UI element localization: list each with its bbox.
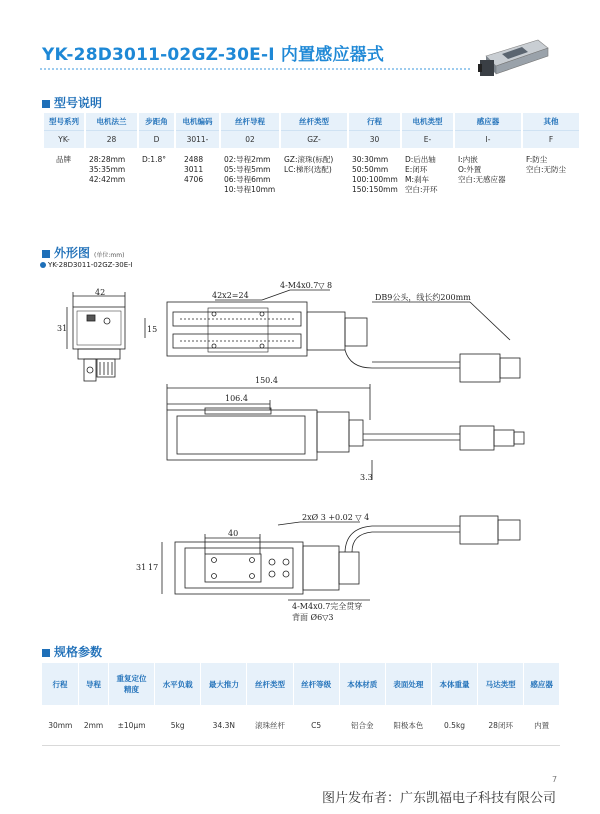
dim-3-3: 3.3 [360, 473, 373, 482]
spec-cell: 0.5kg [431, 705, 477, 746]
spec-cell: 5kg [155, 705, 201, 746]
page-number: 7 [552, 775, 558, 784]
model-option: 3011 [184, 165, 204, 174]
outline-unit: (单位:mm) [94, 252, 125, 259]
dim-31: 31 [57, 324, 68, 333]
model-option: F:防尘 [526, 155, 548, 164]
model-header: 感应器 [455, 113, 521, 131]
spec-header: 丝杆等级 [293, 663, 339, 705]
model-option: LC:梯形(选配) [284, 165, 332, 174]
model-option: 30:30mm [352, 155, 389, 164]
spec-cell: C5 [293, 705, 339, 746]
section-square-icon [42, 649, 50, 657]
spec-header: 表面处理 [385, 663, 431, 705]
model-option: 空白:开环 [405, 185, 438, 194]
footer-publisher: 图片发布者：广东凯福电子科技有限公司 [322, 791, 557, 806]
spec-cell: 铝合金 [339, 705, 385, 746]
model-header: 型号系列 [44, 113, 84, 131]
dim-15: 15 [147, 325, 158, 334]
spec-header: 感应器 [524, 663, 560, 705]
model-cell [455, 148, 521, 228]
model-option: O:外置 [458, 165, 482, 174]
section-spec: 规格参数 [42, 643, 102, 660]
title-divider [40, 68, 470, 70]
model-option: 100:100mm [352, 175, 398, 184]
dim-4m4b: 4-M4x0.7完全贯穿 [292, 602, 363, 611]
model-cell [176, 148, 219, 228]
model-option: 05:导程5mm [224, 165, 271, 174]
spec-header: 马达类型 [478, 663, 524, 705]
model-option: 02:导程2mm [224, 155, 271, 164]
model-option: D:后出轴 [405, 155, 436, 164]
model-code: YK- [44, 131, 84, 148]
dim-106: 106.4 [225, 394, 248, 403]
model-cell [221, 148, 279, 228]
product-image [478, 34, 550, 82]
model-option: 28:28mm [89, 155, 126, 164]
model-header: 电机编码 [176, 113, 219, 131]
model-header: 步距角 [139, 113, 174, 131]
spec-table [42, 663, 560, 746]
spec-header: 重复定位 精度 [108, 663, 154, 705]
spec-cell: 34.3N [201, 705, 247, 746]
model-option: 空白:无防尘 [526, 165, 567, 174]
end-view-body [73, 307, 125, 349]
model-option: E:闭环 [405, 165, 428, 174]
spec-header: 最大推力 [201, 663, 247, 705]
model-option: D:1.8° [142, 155, 166, 164]
section-square-icon [42, 100, 50, 108]
model-option: I:内嵌 [458, 155, 478, 164]
dim-31b: 31 [136, 563, 147, 572]
model-code: I- [455, 131, 521, 148]
model-code: E- [402, 131, 453, 148]
dim-42: 42 [95, 288, 106, 297]
spec-cell: 滚珠丝杆 [247, 705, 293, 746]
model-header: 电机类型 [402, 113, 453, 131]
model-code: 30 [349, 131, 400, 148]
spec-header: 丝杆类型 [247, 663, 293, 705]
section-outline: 外形图 (单位:mm) [42, 244, 124, 261]
section-square-icon [42, 250, 50, 258]
dim-42x2: 42x2=24 [212, 291, 249, 300]
spec-header: 导程 [79, 663, 109, 705]
model-code: 28 [86, 131, 137, 148]
outline-drawing [0, 270, 600, 640]
bottom-view-body [175, 542, 303, 594]
bullet-icon [40, 262, 46, 268]
dim-150: 150.4 [255, 376, 278, 385]
model-option: 10:导程10mm [224, 185, 276, 194]
model-code: F [523, 131, 579, 148]
page-title: YK-28D3011-02GZ-30E-I 内置感应器式 [42, 45, 385, 65]
spec-cell: 阳极本色 [385, 705, 431, 746]
spec-header: 本体重量 [431, 663, 477, 705]
dim-4m4: 4-M4x0.7▽ 8 [280, 281, 333, 290]
spec-header: 行程 [42, 663, 79, 705]
spec-header: 水平负载 [155, 663, 201, 705]
model-cell [402, 148, 453, 228]
model-cell [281, 148, 347, 228]
model-header: 丝杆类型 [281, 113, 347, 131]
spec-header: 本体材质 [339, 663, 385, 705]
model-option: 4706 [184, 175, 204, 184]
model-option: 35:35mm [89, 165, 126, 174]
model-header: 其他 [523, 113, 579, 131]
outline-model: YK-28D3011-02GZ-30E-I [40, 261, 133, 269]
model-option: 06:导程6mm [224, 175, 271, 184]
side-view-body [167, 410, 317, 460]
model-code: D [139, 131, 174, 148]
model-code: GZ- [281, 131, 347, 148]
dim-17: 17 [148, 563, 159, 572]
model-option: GZ:滚珠(标配) [284, 155, 334, 164]
spec-cell: 2mm [79, 705, 109, 746]
spec-cell: 内置 [524, 705, 560, 746]
model-option: 150:150mm [352, 185, 398, 194]
model-code: 3011- [176, 131, 219, 148]
model-table [42, 113, 581, 228]
spec-cell: 30mm [42, 705, 79, 746]
model-row-label: 品牌 [56, 155, 71, 164]
dim-back: 背面 Ø6▽3 [292, 613, 334, 622]
model-option: M:刹车 [405, 175, 429, 184]
model-option: 空白:无感应器 [458, 175, 506, 184]
spec-cell: 28闭环 [478, 705, 524, 746]
section-model: 型号说明 [42, 94, 102, 111]
model-code: 02 [221, 131, 279, 148]
dim-2x3: 2xØ 3 +0.02 ▽ 4 [302, 513, 370, 522]
model-header: 电机法兰 [86, 113, 137, 131]
model-option: 50:50mm [352, 165, 389, 174]
dim-db9: DB9公头，线长约200mm [375, 293, 471, 302]
model-option: 2488 [184, 155, 204, 164]
model-header: 丝杆导程 [221, 113, 279, 131]
model-option: 42:42mm [89, 175, 126, 184]
spec-cell: ±10μm [108, 705, 154, 746]
model-header: 行程 [349, 113, 400, 131]
model-cell [139, 148, 174, 228]
dim-40: 40 [228, 529, 239, 538]
model-cell [523, 148, 579, 228]
model-cell [349, 148, 400, 228]
model-cell [86, 148, 137, 228]
